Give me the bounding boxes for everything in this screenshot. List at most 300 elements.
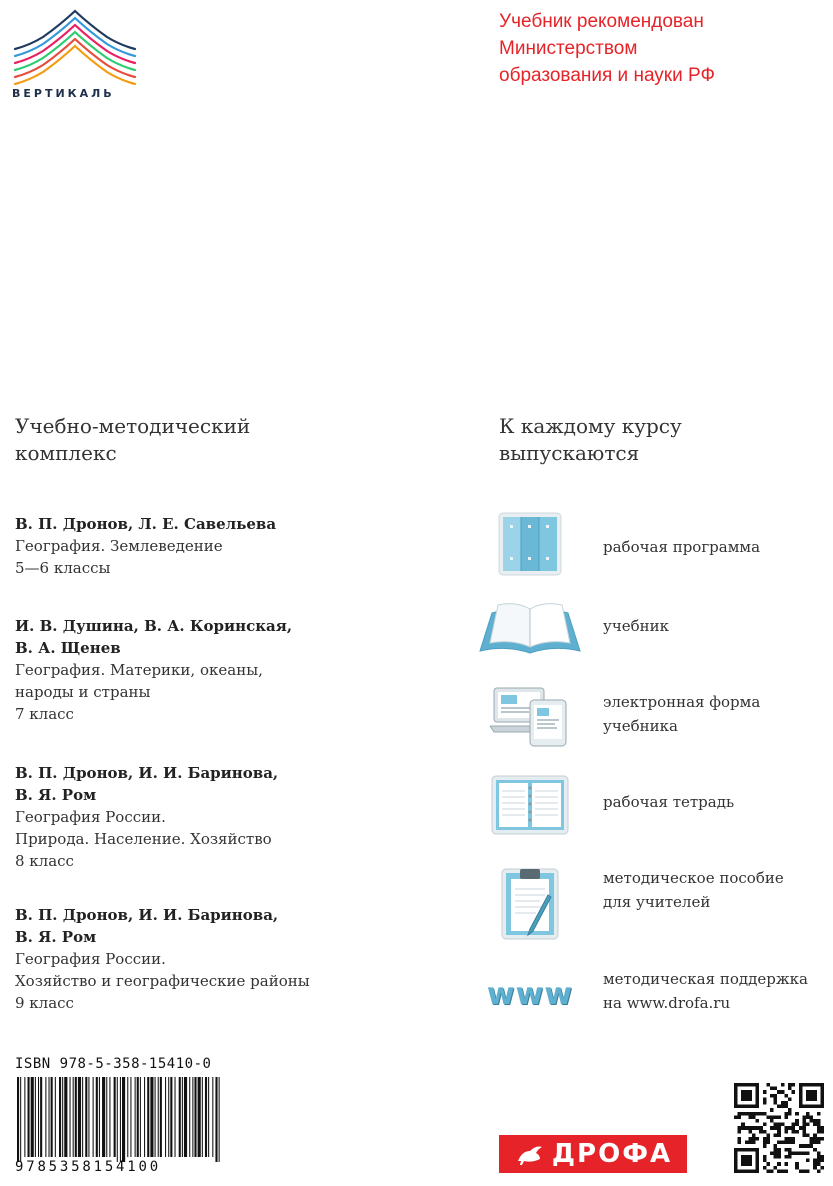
qr-module — [774, 1126, 778, 1130]
qr-module — [806, 1151, 810, 1155]
qr-module — [777, 1130, 781, 1134]
qr-module — [788, 1097, 792, 1101]
qr-module — [810, 1144, 814, 1148]
qr-module — [806, 1133, 810, 1137]
qr-module — [781, 1105, 785, 1109]
qr-module — [738, 1130, 742, 1134]
qr-module — [820, 1126, 824, 1130]
barcode-bar — [137, 1077, 139, 1157]
book-detail: народы и страны — [15, 683, 151, 701]
qr-module — [777, 1155, 781, 1159]
barcode-bar — [165, 1077, 166, 1157]
qr-module — [770, 1094, 774, 1098]
qr-module — [774, 1101, 778, 1105]
qr-module — [784, 1137, 788, 1141]
qr-module — [770, 1151, 774, 1155]
qr-module — [770, 1119, 774, 1123]
qr-module — [784, 1112, 788, 1116]
barcode-bar — [70, 1077, 71, 1157]
qr-module — [795, 1162, 799, 1166]
book-authors: В. А. Щенев — [15, 639, 121, 657]
barcode-bar — [179, 1077, 181, 1157]
book-authors: В. П. Дронов, Л. Е. Савельева — [15, 515, 277, 533]
qr-finder — [741, 1155, 752, 1166]
resource-label — [603, 535, 760, 559]
qr-module — [817, 1169, 821, 1173]
clipboard-icon — [474, 864, 586, 942]
book-authors: В. Я. Ром — [15, 786, 97, 804]
resource-label-line: рабочая программа — [603, 538, 761, 556]
qr-module — [759, 1126, 763, 1130]
barcode-bar — [192, 1077, 193, 1157]
resource-label — [603, 690, 760, 738]
qr-module — [795, 1123, 799, 1127]
barcode-bar — [17, 1077, 19, 1162]
qr-module — [752, 1133, 756, 1137]
qr-module — [788, 1087, 792, 1091]
qr-module — [777, 1148, 781, 1152]
qr-module — [745, 1112, 749, 1116]
qr-module — [802, 1144, 806, 1148]
qr-module — [745, 1126, 749, 1130]
barcode-bar — [202, 1077, 203, 1157]
barcode-bar — [212, 1077, 213, 1157]
qr-module — [777, 1162, 781, 1166]
qr-module — [770, 1108, 774, 1112]
barcode-bar — [160, 1077, 162, 1157]
bustard-icon — [514, 1141, 544, 1167]
barcode-bar — [75, 1077, 77, 1157]
barcode-bar — [35, 1077, 36, 1157]
recommendation-line: Министерством — [499, 38, 638, 59]
qr-module — [752, 1141, 756, 1145]
publisher-logo — [499, 1135, 687, 1173]
qr-module — [777, 1123, 781, 1127]
qr-module — [820, 1155, 824, 1159]
qr-module — [784, 1130, 788, 1134]
qr-module — [774, 1123, 778, 1127]
qr-module — [813, 1159, 817, 1163]
barcode-bar — [150, 1077, 153, 1157]
qr-module — [763, 1097, 767, 1101]
book-grade: 8 класс — [15, 852, 74, 870]
qr-module — [795, 1112, 799, 1116]
barcode-digits: 9785358154100 — [15, 1159, 161, 1175]
recommendation-note — [499, 8, 819, 89]
qr-module — [766, 1137, 770, 1141]
qr-code — [734, 1083, 824, 1173]
qr-module — [770, 1169, 774, 1173]
qr-module — [784, 1169, 788, 1173]
qr-module — [759, 1112, 763, 1116]
barcode-bar — [49, 1077, 50, 1157]
barcode-bar — [120, 1077, 121, 1162]
qr-module — [784, 1148, 788, 1152]
barcode-bar — [78, 1077, 81, 1157]
qr-module — [763, 1101, 767, 1105]
barcode-bar — [198, 1077, 201, 1157]
qr-module — [784, 1101, 788, 1105]
qr-module — [748, 1130, 752, 1134]
qr-module — [792, 1141, 796, 1145]
barcode-bar — [140, 1077, 141, 1157]
qr-module — [738, 1112, 742, 1116]
qr-module — [792, 1130, 796, 1134]
qr-module — [817, 1151, 821, 1155]
barcode-bar — [55, 1077, 56, 1157]
publisher-name: ДРОФА — [551, 1139, 673, 1169]
qr-module — [756, 1137, 760, 1141]
book-detail: Хозяйство и географические районы — [15, 972, 310, 990]
barcode-bar — [155, 1077, 156, 1157]
qr-module — [788, 1137, 792, 1141]
barcode-bar — [62, 1077, 63, 1157]
qr-module — [781, 1101, 785, 1105]
qr-module — [763, 1123, 767, 1127]
barcode-bar — [85, 1077, 87, 1157]
qr-module — [774, 1115, 778, 1119]
book-grade: 5—6 классы — [15, 559, 111, 577]
qr-module — [734, 1115, 738, 1119]
courses-heading-line: выпускаются — [499, 441, 640, 465]
resource-label-line: учебника — [603, 717, 678, 735]
qr-module — [813, 1148, 817, 1152]
resource-label-line: рабочая тетрадь — [603, 793, 735, 811]
barcode-bar — [175, 1077, 176, 1157]
qr-module — [792, 1126, 796, 1130]
qr-module — [817, 1119, 821, 1123]
qr-module — [795, 1119, 799, 1123]
qr-module — [802, 1169, 806, 1173]
qr-module — [774, 1155, 778, 1159]
qr-module — [795, 1151, 799, 1155]
qr-module — [802, 1151, 806, 1155]
barcode — [15, 1077, 225, 1162]
qr-module — [766, 1141, 770, 1145]
barcode-bar — [40, 1077, 42, 1157]
qr-module — [770, 1087, 774, 1091]
qr-module — [792, 1083, 796, 1087]
qr-module — [781, 1123, 785, 1127]
qr-module — [763, 1090, 767, 1094]
qr-module — [820, 1159, 824, 1163]
qr-module — [770, 1126, 774, 1130]
qr-module — [763, 1166, 767, 1170]
qr-module — [752, 1137, 756, 1141]
qr-module — [813, 1133, 817, 1137]
book-entry — [15, 762, 278, 872]
qr-module — [777, 1115, 781, 1119]
qr-module — [738, 1115, 742, 1119]
qr-module — [820, 1166, 824, 1170]
qr-module — [784, 1126, 788, 1130]
qr-module — [763, 1155, 767, 1159]
barcode-bar — [144, 1077, 145, 1157]
umk-heading-line: Учебно-методический — [15, 414, 251, 438]
barcode-bar — [182, 1077, 183, 1157]
work-program-icon — [474, 505, 586, 583]
qr-module — [766, 1169, 770, 1173]
qr-module — [802, 1119, 806, 1123]
qr-module — [788, 1108, 792, 1112]
qr-module — [745, 1141, 749, 1145]
qr-module — [802, 1115, 806, 1119]
courses-heading — [499, 413, 682, 467]
qr-module — [784, 1162, 788, 1166]
qr-module — [802, 1126, 806, 1130]
qr-module — [813, 1162, 817, 1166]
qr-module — [777, 1090, 781, 1094]
qr-module — [810, 1137, 814, 1141]
qr-module — [795, 1166, 799, 1170]
qr-module — [781, 1169, 785, 1173]
barcode-bar — [215, 1077, 217, 1162]
barcode-bar — [88, 1077, 89, 1157]
qr-module — [763, 1159, 767, 1163]
qr-module — [784, 1155, 788, 1159]
barcode-bar — [219, 1077, 220, 1162]
qr-module — [784, 1115, 788, 1119]
qr-module — [777, 1133, 781, 1137]
qr-module — [763, 1144, 767, 1148]
qr-finder — [806, 1090, 817, 1101]
qr-module — [795, 1130, 799, 1134]
qr-module — [756, 1126, 760, 1130]
qr-module — [774, 1151, 778, 1155]
resource-label — [603, 967, 808, 1015]
barcode-bar — [28, 1077, 30, 1157]
recommendation-line: образования и науки РФ — [499, 65, 715, 86]
barcode-bar — [45, 1077, 46, 1157]
resource-label-line: методическое пособие — [603, 869, 784, 887]
qr-module — [817, 1126, 821, 1130]
book-authors: И. В. Душина, В. А. Коринская, — [15, 617, 293, 635]
qr-module — [813, 1166, 817, 1170]
resource-label-line: на www.drofa.ru — [603, 994, 731, 1012]
qr-module — [763, 1137, 767, 1141]
qr-module — [788, 1148, 792, 1152]
barcode-bar — [99, 1077, 100, 1157]
qr-module — [810, 1115, 814, 1119]
qr-module — [792, 1137, 796, 1141]
barcode-bar — [82, 1077, 83, 1157]
qr-module — [748, 1112, 752, 1116]
qr-module — [820, 1130, 824, 1134]
qr-module — [766, 1115, 770, 1119]
qr-module — [741, 1126, 745, 1130]
qr-module — [777, 1169, 781, 1173]
qr-module — [777, 1105, 781, 1109]
qr-module — [788, 1141, 792, 1145]
qr-finder — [741, 1090, 752, 1101]
qr-module — [738, 1126, 742, 1130]
book-authors: В. П. Дронов, И. И. Баринова, — [15, 764, 279, 782]
qr-module — [799, 1151, 803, 1155]
barcode-bar — [194, 1077, 196, 1157]
qr-module — [748, 1141, 752, 1145]
qr-module — [781, 1090, 785, 1094]
qr-module — [806, 1112, 810, 1116]
qr-module — [766, 1162, 770, 1166]
barcode-bar — [51, 1077, 53, 1157]
qr-module — [784, 1105, 788, 1109]
book-detail: География. Землеведение — [15, 537, 223, 555]
qr-module — [802, 1130, 806, 1134]
book-detail: География России. — [15, 808, 166, 826]
courses-heading-line: К каждому курсу — [499, 414, 682, 438]
barcode-bar — [117, 1077, 118, 1162]
qr-module — [817, 1123, 821, 1127]
book-detail: География России. — [15, 950, 166, 968]
qr-module — [763, 1130, 767, 1134]
qr-module — [817, 1141, 821, 1145]
qr-module — [813, 1119, 817, 1123]
recommendation-line: Учебник рекомендован — [499, 11, 704, 32]
www-icon — [474, 955, 586, 1033]
qr-module — [806, 1123, 810, 1127]
qr-module — [802, 1123, 806, 1127]
barcode-bar — [59, 1077, 61, 1157]
qr-module — [799, 1169, 803, 1173]
barcode-bar — [64, 1077, 67, 1157]
qr-module — [756, 1112, 760, 1116]
textbook-icon — [474, 590, 586, 668]
book-grade: 7 класс — [15, 705, 74, 723]
barcode-bar — [106, 1077, 107, 1157]
qr-module — [813, 1123, 817, 1127]
barcode-bar — [31, 1077, 34, 1157]
qr-module — [806, 1169, 810, 1173]
qr-module — [792, 1123, 796, 1127]
qr-module — [810, 1141, 814, 1145]
qr-module — [788, 1155, 792, 1159]
qr-module — [741, 1123, 745, 1127]
qr-module — [817, 1137, 821, 1141]
barcode-bar — [170, 1077, 172, 1157]
qr-module — [802, 1133, 806, 1137]
book-detail: География. Материки, океаны, — [15, 661, 263, 679]
qr-module — [738, 1141, 742, 1145]
barcode-bar — [130, 1077, 131, 1157]
qr-module — [784, 1141, 788, 1145]
qr-module — [752, 1115, 756, 1119]
qr-module — [788, 1126, 792, 1130]
qr-module — [774, 1097, 778, 1101]
barcode-bar — [208, 1077, 209, 1157]
qr-module — [752, 1112, 756, 1116]
barcode-bar — [102, 1077, 105, 1157]
qr-module — [774, 1087, 778, 1091]
qr-module — [781, 1141, 785, 1145]
electronic-form-icon — [474, 676, 586, 754]
qr-module — [813, 1137, 817, 1141]
qr-module — [810, 1119, 814, 1123]
qr-module — [788, 1151, 792, 1155]
qr-module — [774, 1148, 778, 1152]
umk-heading-line: комплекс — [15, 441, 117, 465]
resource-label-line: электронная форма — [603, 693, 761, 711]
barcode-bar — [109, 1077, 110, 1157]
workbook-icon — [474, 766, 586, 844]
book-authors: В. П. Дронов, И. И. Баринова, — [15, 906, 279, 924]
barcode-bar — [127, 1077, 128, 1157]
qr-module — [792, 1090, 796, 1094]
qr-module — [774, 1094, 778, 1098]
qr-module — [792, 1151, 796, 1155]
qr-module — [777, 1126, 781, 1130]
qr-module — [763, 1141, 767, 1145]
resource-label-line: методическая поддержка — [603, 970, 808, 988]
book-grade: 9 класс — [15, 994, 74, 1012]
resource-label — [603, 790, 734, 814]
barcode-bar — [168, 1077, 169, 1157]
qr-module — [752, 1126, 756, 1130]
barcode-bar — [158, 1077, 159, 1157]
qr-module — [763, 1112, 767, 1116]
qr-module — [806, 1115, 810, 1119]
book-entry — [15, 615, 292, 725]
barcode-bar — [38, 1077, 39, 1157]
qr-module — [777, 1141, 781, 1145]
qr-module — [766, 1083, 770, 1087]
umk-heading — [15, 413, 250, 467]
resource-label — [603, 866, 784, 914]
barcode-bar — [20, 1077, 21, 1162]
qr-module — [784, 1094, 788, 1098]
www-icon-text: www — [486, 976, 574, 1012]
qr-module — [770, 1115, 774, 1119]
barcode-bar — [73, 1077, 74, 1157]
qr-module — [799, 1126, 803, 1130]
qr-module — [817, 1130, 821, 1134]
qr-module — [741, 1112, 745, 1116]
barcode-bar — [24, 1077, 25, 1157]
barcode-bar — [96, 1077, 98, 1157]
qr-module — [817, 1159, 821, 1163]
qr-module — [766, 1133, 770, 1137]
barcode-bar — [189, 1077, 190, 1157]
qr-module — [788, 1112, 792, 1116]
qr-module — [774, 1133, 778, 1137]
barcode-bar — [93, 1077, 94, 1157]
qr-module — [813, 1141, 817, 1145]
book-authors: В. Я. Ром — [15, 928, 97, 946]
qr-module — [738, 1137, 742, 1141]
qr-module — [788, 1083, 792, 1087]
qr-module — [817, 1155, 821, 1159]
qr-module — [806, 1159, 810, 1163]
qr-module — [820, 1137, 824, 1141]
qr-module — [756, 1119, 760, 1123]
qr-module — [817, 1162, 821, 1166]
resource-label-line: учебник — [603, 617, 670, 635]
book-entry — [15, 904, 310, 1014]
qr-module — [759, 1130, 763, 1134]
barcode-bar — [135, 1077, 136, 1157]
logo-text: ВЕРТИКАЛЬ — [12, 87, 115, 100]
qr-module — [774, 1166, 778, 1170]
qr-module — [748, 1115, 752, 1119]
qr-module — [777, 1151, 781, 1155]
qr-module — [806, 1144, 810, 1148]
qr-module — [748, 1137, 752, 1141]
barcode-bar — [147, 1077, 149, 1157]
qr-module — [781, 1083, 785, 1087]
barcode-bar — [122, 1077, 125, 1162]
book-entry — [15, 513, 276, 579]
barcode-bar — [205, 1077, 207, 1157]
barcode-bar — [184, 1077, 187, 1157]
